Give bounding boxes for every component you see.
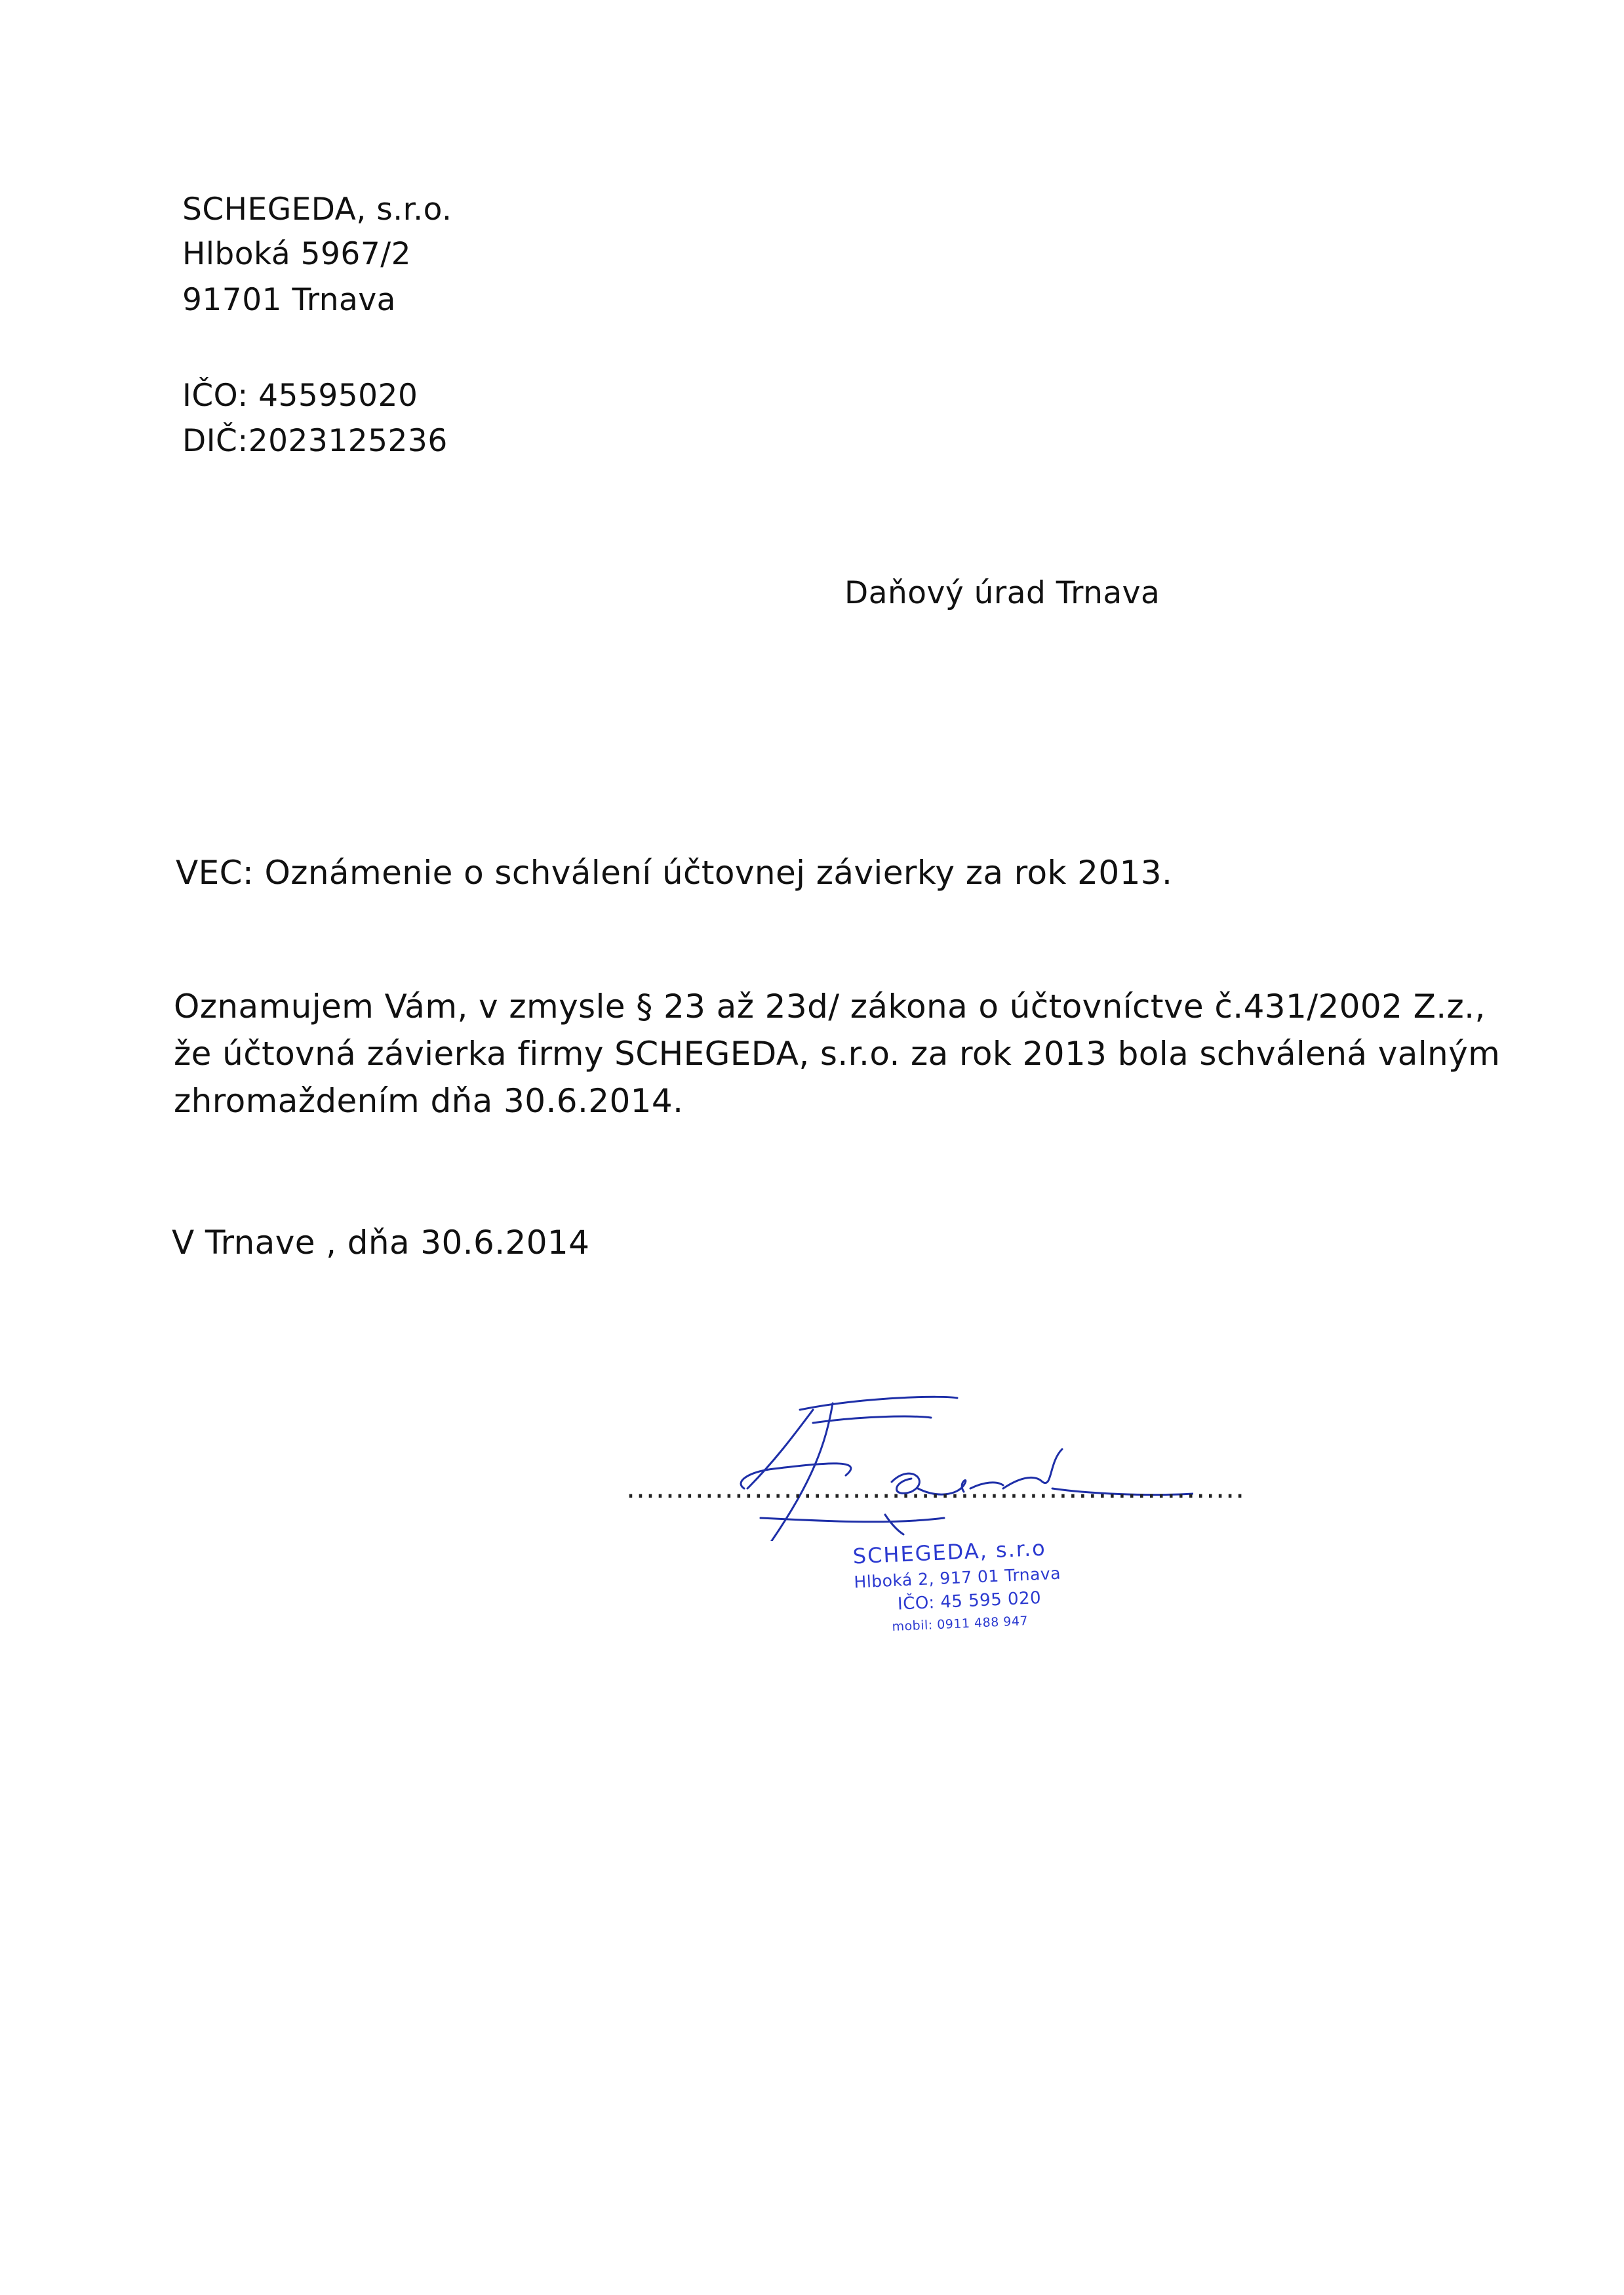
body-line: zhromaždením dňa 30.6.2014.	[174, 1082, 684, 1120]
body-line: Oznamujem Vám, v zmysle § 23 až 23d/ zákona o účtovníctve č.431/2002 Z.z.,	[174, 988, 1486, 1026]
handwritten-signature	[695, 1384, 1193, 1541]
recipient-name: Daňový úrad Trnava	[844, 575, 1160, 611]
subject-line: VEC: Oznámenie o schválení účtovnej závierky za rok 2013.	[176, 854, 1173, 892]
sender-ico: IČO: 45595020	[182, 378, 418, 414]
place-date: V Trnave , dňa 30.6.2014	[172, 1224, 590, 1262]
company-stamp	[846, 1532, 1126, 1662]
signature-line: ...............................................................	[626, 1471, 1246, 1505]
body-line: že účtovná závierka firmy SCHEGEDA, s.r.o. za rok 2013 bola schválená valným	[174, 1035, 1501, 1073]
stamp-mobile: mobil: 0911 488 947	[892, 1613, 1029, 1635]
stamp-ico: IČO: 45 595 020	[897, 1588, 1042, 1614]
sender-street: Hlboká 5967/2	[182, 236, 411, 272]
sender-city: 91701 Trnava	[182, 282, 396, 318]
stamp-address: Hlboká 2, 917 01 Trnava	[853, 1563, 1061, 1592]
sender-company: SCHEGEDA, s.r.o.	[182, 191, 452, 228]
sender-dic: DIČ:2023125236	[182, 423, 448, 459]
stamp-name: SCHEGEDA, s.r.o	[852, 1535, 1047, 1569]
